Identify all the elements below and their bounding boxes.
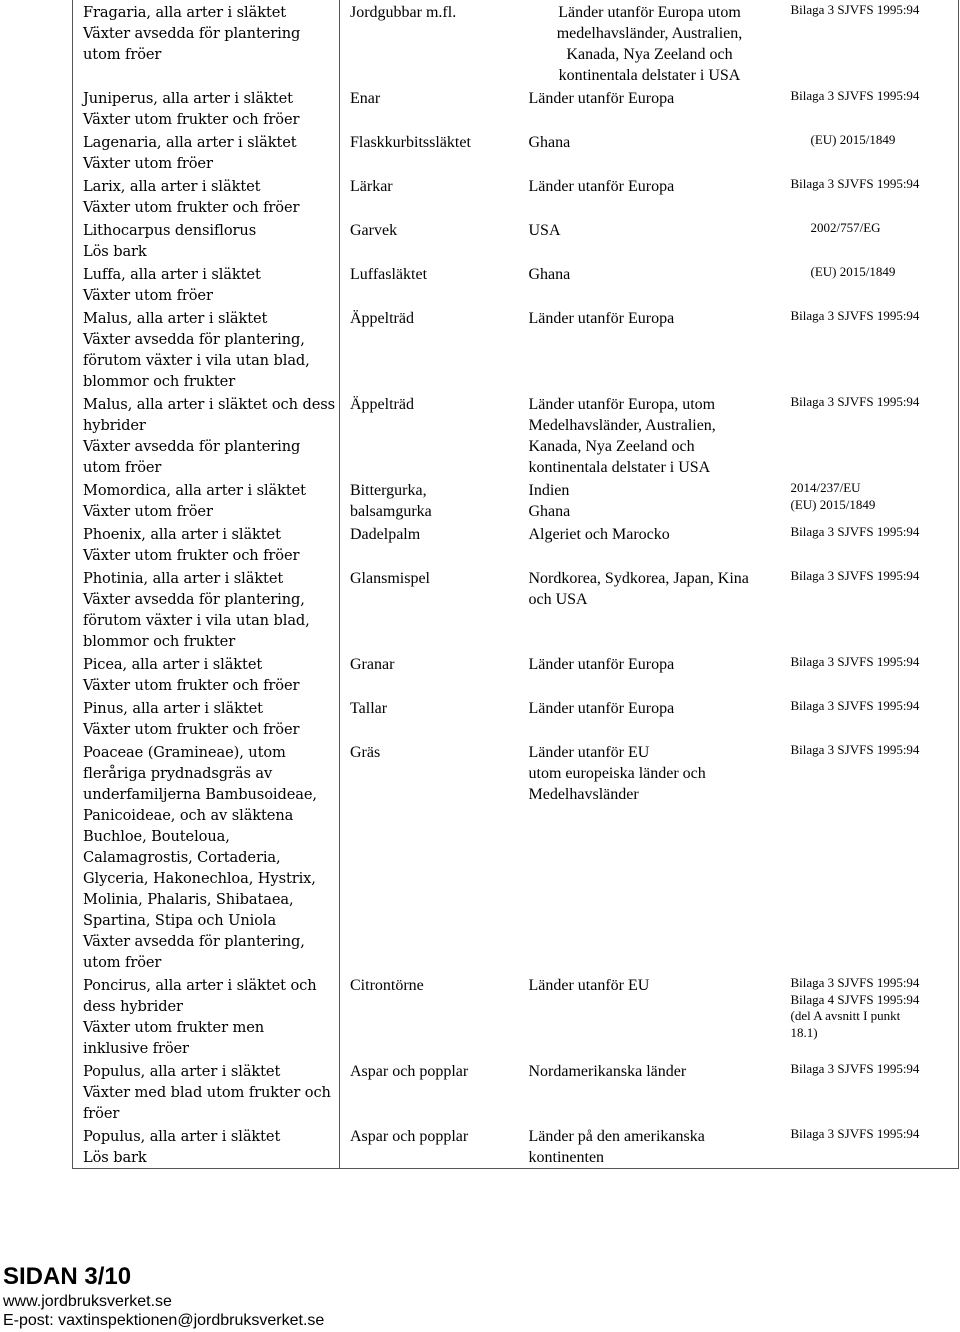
regulation-cell: (EU) 2015/1849 <box>781 130 959 174</box>
common-name-cell: Citrontörne <box>340 973 519 1059</box>
plant-cell: Pinus, alla arter i släktet Växter utom frukter och fröer <box>73 696 340 740</box>
table-row <box>73 218 959 262</box>
origin-cell: Länder utanför Europa <box>528 178 675 195</box>
regulation-cell: Bilaga 3 SJVFS 1995:94 <box>781 86 959 130</box>
plant-cell: Juniperus, alla arter i släktet Växter utom frukter och fröer <box>73 86 340 130</box>
page-footer <box>3 1262 324 1330</box>
common-name-cell: Lärkar <box>340 174 519 218</box>
table-row <box>73 306 959 392</box>
plant-cell: Lithocarpus densiflorus Lös bark <box>73 218 340 262</box>
regulation-cell: (EU) 2015/1849 <box>781 262 959 306</box>
table-row <box>73 174 959 218</box>
regulation-table-body <box>73 0 959 1169</box>
origin-cell: Ghana <box>528 134 571 151</box>
regulation-cell: 2014/237/EU (EU) 2015/1849 <box>781 478 959 522</box>
table-row <box>73 392 959 478</box>
common-name-cell: Dadelpalm <box>340 522 519 566</box>
regulation-cell: Bilaga 3 SJVFS 1995:94 <box>781 306 959 392</box>
plant-cell: Momordica, alla arter i släktet Växter utom fröer <box>73 478 340 522</box>
origin-cell: Länder på den amerikanska kontinenten <box>519 1124 781 1169</box>
regulation-cell: Bilaga 3 SJVFS 1995:94 <box>781 174 959 218</box>
common-name-cell: Tallar <box>340 696 519 740</box>
table-row <box>73 0 959 86</box>
origin-cell: Nordamerikanska länder <box>528 1063 687 1080</box>
plant-cell: Poaceae (Gramineae), utom fleråriga prydnadsgräs av underfamiljerna Bambusoideae, Panicoideae, och av släktena Buchloe, Bouteloua, Calamagrostis, Cortaderia, Glyceria, Hakonechloa, Hystrix, Molinia, Phalaris, Shibataea, Spartina, Stipa och Uniola Växter avsedda för plantering, utom fröer <box>73 740 340 973</box>
common-name-cell: Luffasläktet <box>340 262 519 306</box>
table-row <box>73 1124 959 1169</box>
origin-cell: Indien Ghana <box>528 482 571 520</box>
table-row <box>73 696 959 740</box>
regulation-cell: Bilaga 3 SJVFS 1995:94 <box>781 696 959 740</box>
table-row <box>73 740 959 973</box>
regulation-cell: 2002/757/EG <box>781 218 959 262</box>
plant-cell: Populus, alla arter i släktet Växter med blad utom frukter och fröer <box>73 1059 340 1124</box>
regulation-cell: Bilaga 3 SJVFS 1995:94 <box>781 566 959 652</box>
plant-cell: Fragaria, alla arter i släktet Växter avsedda för plantering utom fröer <box>73 0 340 86</box>
table-row <box>73 566 959 652</box>
common-name-cell: Gräs <box>340 740 519 973</box>
origin-cell: Länder utanför Europa <box>528 700 675 717</box>
plant-cell: Luffa, alla arter i släktet Växter utom fröer <box>73 262 340 306</box>
common-name-cell: Enar <box>340 86 519 130</box>
regulation-cell: Bilaga 3 SJVFS 1995:94 <box>781 1124 959 1169</box>
origin-cell: Ghana <box>528 266 571 283</box>
plant-cell: Malus, alla arter i släktet och dess hybrider Växter avsedda för plantering utom fröer <box>73 392 340 478</box>
table-row <box>73 86 959 130</box>
plant-cell: Phoenix, alla arter i släktet Växter utom frukter och fröer <box>73 522 340 566</box>
table-row <box>73 130 959 174</box>
origin-cell: Länder utanför EU <box>528 977 650 994</box>
regulation-cell: Bilaga 3 SJVFS 1995:94 Bilaga 4 SJVFS 1995:94 (del A avsnitt I punkt 18.1) <box>781 973 959 1059</box>
page-number: SIDAN 3/10 <box>3 1263 132 1290</box>
table-row <box>73 522 959 566</box>
plant-cell: Lagenaria, alla arter i släktet Växter utom fröer <box>73 130 340 174</box>
website-link[interactable]: www.jordbruksverket.se <box>3 1293 172 1310</box>
origin-cell: Länder utanför Europa utom medelhavsländer, Australien, Kanada, Nya Zeeland och kontinentala delstater i USA <box>556 4 743 84</box>
plant-cell: Poncirus, alla arter i släktet och dess hybrider Växter utom frukter men inklusive fröer <box>73 973 340 1059</box>
common-name-cell: Aspar och popplar <box>340 1124 519 1169</box>
common-name-cell: Äppelträd <box>340 392 519 478</box>
regulation-table <box>72 0 959 1169</box>
origin-cell: USA <box>528 222 561 239</box>
plant-cell: Photinia, alla arter i släktet Växter avsedda för plantering, förutom växter i vila utan blad, blommor och frukter <box>73 566 340 652</box>
common-name-cell: Äppelträd <box>340 306 519 392</box>
common-name-cell: Bittergurka, balsamgurka <box>340 478 519 522</box>
common-name-cell: Garvek <box>340 218 519 262</box>
regulation-cell: Bilaga 3 SJVFS 1995:94 <box>781 1059 959 1124</box>
origin-cell: Länder utanför Europa, utom Medelhavsländer, Australien, Kanada, Nya Zeeland och kontinentala delstater i USA <box>528 396 716 476</box>
table-row <box>73 652 959 696</box>
regulation-cell: Bilaga 3 SJVFS 1995:94 <box>781 522 959 566</box>
plant-cell: Malus, alla arter i släktet Växter avsedda för plantering, förutom växter i vila utan blad, blommor och frukter <box>73 306 340 392</box>
common-name-cell: Flaskkurbitssläktet <box>340 130 519 174</box>
regulation-cell: Bilaga 3 SJVFS 1995:94 <box>781 652 959 696</box>
regulation-cell: Bilaga 3 SJVFS 1995:94 <box>781 740 959 973</box>
email-link[interactable]: E-post: vaxtinspektionen@jordbruksverket.se <box>3 1312 325 1329</box>
origin-cell: Länder utanför EU utom europeiska länder och Medelhavsländer <box>528 744 706 803</box>
origin-cell: Länder utanför Europa <box>528 310 675 327</box>
common-name-cell: Glansmispel <box>340 566 519 652</box>
plant-cell: Larix, alla arter i släktet Växter utom frukter och fröer <box>73 174 340 218</box>
table-row <box>73 973 959 1059</box>
origin-cell: Länder utanför Europa <box>528 656 675 673</box>
regulation-cell: Bilaga 3 SJVFS 1995:94 <box>781 0 959 86</box>
origin-cell: Nordkorea, Sydkorea, Japan, Kina och USA <box>528 570 749 608</box>
table-row <box>73 478 959 522</box>
common-name-cell: Aspar och popplar <box>340 1059 519 1124</box>
common-name-cell: Granar <box>340 652 519 696</box>
regulation-cell: Bilaga 3 SJVFS 1995:94 <box>781 392 959 478</box>
table-row <box>73 262 959 306</box>
plant-cell: Populus, alla arter i släktet Lös bark <box>73 1124 340 1169</box>
origin-cell: Länder utanför Europa <box>528 90 675 107</box>
origin-cell: Algeriet och Marocko <box>528 526 670 543</box>
common-name-cell: Jordgubbar m.fl. <box>340 0 519 86</box>
table-row <box>73 1059 959 1124</box>
plant-cell: Picea, alla arter i släktet Växter utom frukter och fröer <box>73 652 340 696</box>
